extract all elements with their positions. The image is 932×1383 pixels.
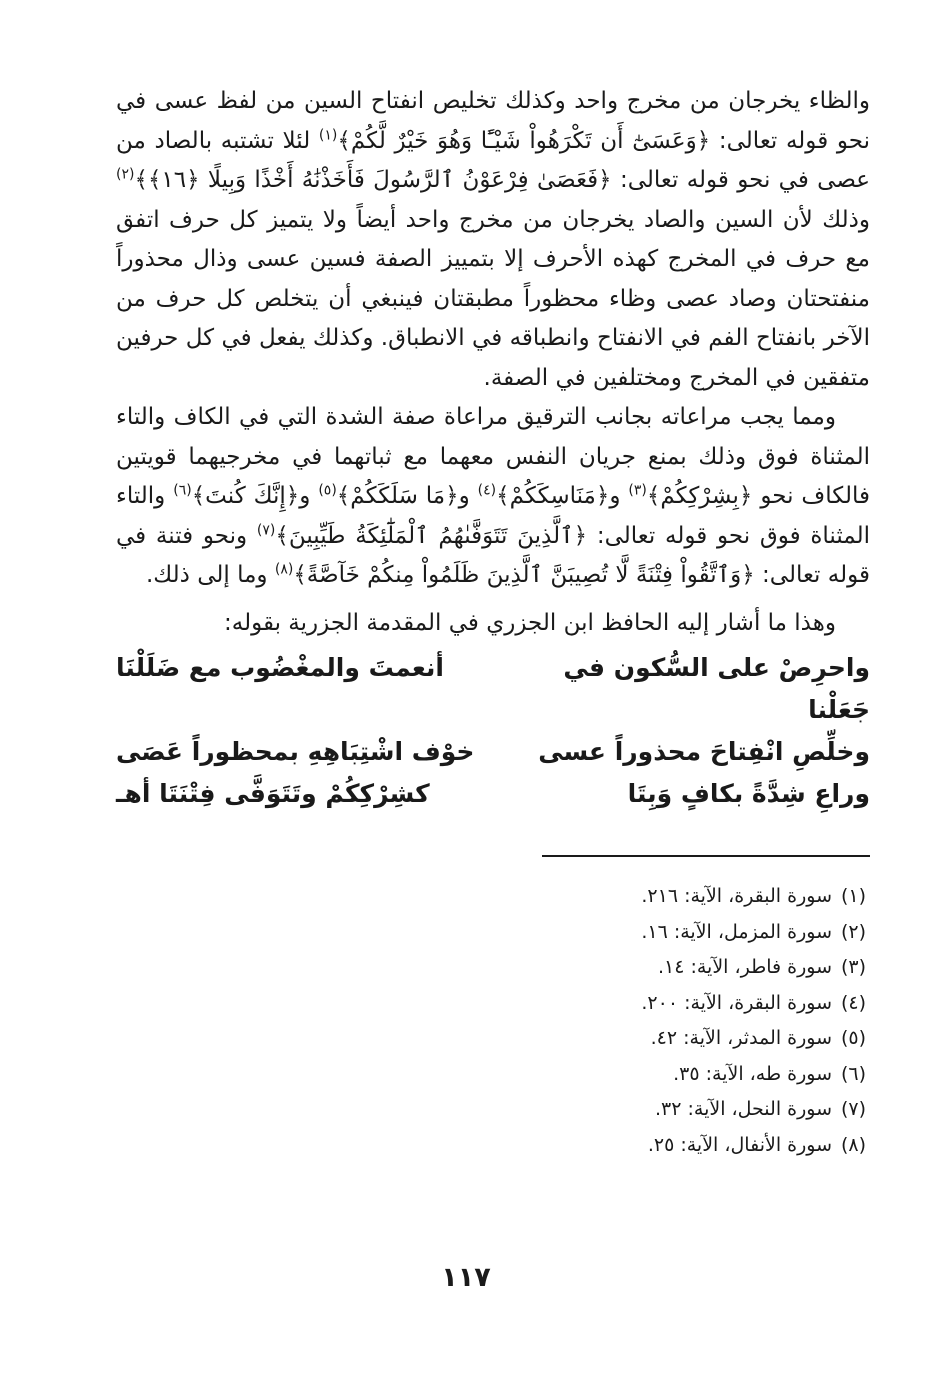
text-run: والتاء المثناة فوق نحو قوله تعالى: — [116, 483, 870, 549]
footnotes — [116, 879, 870, 1163]
footnote-ref: (٥) — [318, 482, 337, 499]
text-run: و — [609, 483, 629, 509]
verse-first-hemistich: وراعِ شِدَّةً بكافٍ وَبِتَا — [627, 779, 870, 808]
poem-verse — [116, 647, 870, 731]
footnote-text: سورة المدثر، الآية: ٤٢. — [650, 1027, 832, 1049]
quran-verse: ﴿وَعَسَىٰٓ أَن تَكْرَهُواْ شَيْـًٔا وَهُوَ خَيْرٌ لَّكُمْ﴾ — [337, 127, 711, 154]
footnote-ref: (١) — [318, 126, 338, 143]
footnote — [116, 986, 866, 1022]
poem-verse — [116, 731, 870, 773]
paragraph — [116, 82, 870, 398]
footnote-number: (٦) — [840, 1062, 866, 1085]
footnote — [116, 915, 866, 951]
verse-second-hemistich: خوْف اشْتِبَاهِهِ بمحظوراً عَصَى — [116, 737, 475, 766]
text-run: وما إلى ذلك. — [145, 562, 275, 588]
footnote — [116, 1057, 866, 1093]
footnote — [116, 1092, 866, 1128]
footnote-number: (٢) — [840, 920, 866, 943]
footnote-text: سورة المزمل، الآية: ١٦. — [641, 920, 832, 943]
footnote-ref: (٢) — [116, 166, 135, 183]
text-run: لئلا تشتبه بالصاد من عصى في نحو قوله تعالى: — [116, 127, 870, 193]
footnote-number: (٤) — [840, 991, 866, 1014]
quran-verse: ﴿مَنَاسِكَكُمْ﴾ — [496, 483, 610, 509]
quran-verse: ﴿فَعَصَىٰ فِرْعَوْنُ ٱلرَّسُولَ فَأَخَذْنَٰهُ أَخْذًا وَبِيلًا ﴿١٦﴾﴾ — [134, 167, 612, 193]
footnote-separator — [542, 855, 870, 857]
verse-first-hemistich: واحرِصْ على السُّكون في جَعَلْنا — [563, 653, 870, 724]
footnote-text: سورة طه، الآية: ٣٥. — [673, 1062, 832, 1085]
body-text — [116, 82, 870, 643]
text-run: ونحو فتنة في قوله تعالى: — [116, 522, 870, 588]
footnote-text: سورة البقرة، الآية: ٢١٦. — [641, 885, 832, 907]
quran-verse: ﴿بِشِرْكِكُمْ﴾ — [646, 483, 753, 509]
footnote — [116, 1128, 866, 1164]
footnote-ref: (٤) — [477, 482, 497, 499]
verse-second-hemistich: كشِرْكِكُمْ وتَتَوَفَّى فِتْنَتَا أهـ — [116, 779, 430, 808]
text-run: وذلك لأن السين والصاد يخرجان من مخرج واحد أيضاً ولا يتميز كل حرف اتفق مع حرف في المخرج كهذه الأحرف إلا بتمييز الصفة فسين عسى وذال محذوراً منفتحتان وصاد عصى وظاء محظوراً مطبقتان فينبغي أن يتخلص كل حرف من الآخر بانفتاح الفم في الانفتاح وانطباقه في الانطباق. وكذلك يفعل في كل حرفين متفقين في المخرج ومختلفين في الصفة. — [116, 206, 870, 391]
footnote-number: (٥) — [840, 1027, 866, 1049]
footnote-number: (٧) — [840, 1098, 866, 1120]
poem-verse — [116, 773, 870, 815]
footnote — [116, 1021, 866, 1057]
footnote-ref: (٧) — [256, 521, 276, 538]
page-number: ١١٧ — [441, 1262, 491, 1293]
footnote-text: سورة النحل، الآية: ٣٢. — [654, 1098, 832, 1120]
footnote-text: سورة الأنفال، الآية: ٢٥. — [647, 1133, 832, 1156]
footnote-text: سورة البقرة، الآية: ٢٠٠. — [641, 991, 832, 1014]
footnote-ref: (٦) — [173, 482, 192, 499]
footnote-ref: (٣) — [628, 482, 647, 499]
poem — [116, 647, 870, 815]
footnote-text: سورة فاطر، الآية: ١٤. — [657, 956, 832, 978]
paragraph — [116, 398, 870, 596]
quran-verse: ﴿ٱلَّذِينَ تَتَوَفَّىٰهُمُ ٱلْمَلَٰٓئِكَةُ طَيِّبِينَ﴾ — [275, 522, 588, 549]
poem-intro: وهذا ما أشار إليه الحافظ ابن الجزري في المقدمة الجزرية بقوله: — [223, 609, 836, 636]
footnote — [116, 950, 866, 986]
footnote-ref: (٨) — [274, 561, 294, 578]
text-run: و — [458, 483, 478, 509]
quran-verse: ﴿وَٱتَّقُواْ فِتْنَةً لَّا تُصِيبَنَّ ٱلَّذِينَ ظَلَمُواْ مِنكُمْ خَآصَّةً﴾ — [293, 562, 755, 588]
verse-first-hemistich: وخلِّصِ انْفِتاحَ محذوراً عسى — [538, 737, 870, 766]
footnote-number: (١) — [840, 885, 866, 907]
footnote-number: (٨) — [840, 1133, 866, 1156]
quran-verse: ﴿مَا سَلَكَكُمْ﴾ — [336, 483, 459, 509]
text-run: ومما يجب مراعاته بجانب الترقيق مراعاة صفة الشدة التي في الكاف والتاء المثناة فوق وذلك بمنع جريان النفس معهما مع ثباتهما في مخرجيهما قويتين فالكاف نحو — [116, 404, 870, 509]
footnote — [116, 879, 866, 915]
text-run: والظاء يخرجان من مخرج واحد وكذلك تخليص انفتاح السين من لفظ عسى في نحو قوله تعالى: — [116, 88, 870, 154]
verse-second-hemistich: أنعمتَ والمغْضُوب مع ضَلَلْنَا — [116, 653, 444, 682]
quran-verse: ﴿إِنَّكَ كُنتَ﴾ — [191, 483, 300, 509]
footnote-number: (٣) — [840, 956, 866, 978]
text-run: و — [299, 483, 319, 509]
